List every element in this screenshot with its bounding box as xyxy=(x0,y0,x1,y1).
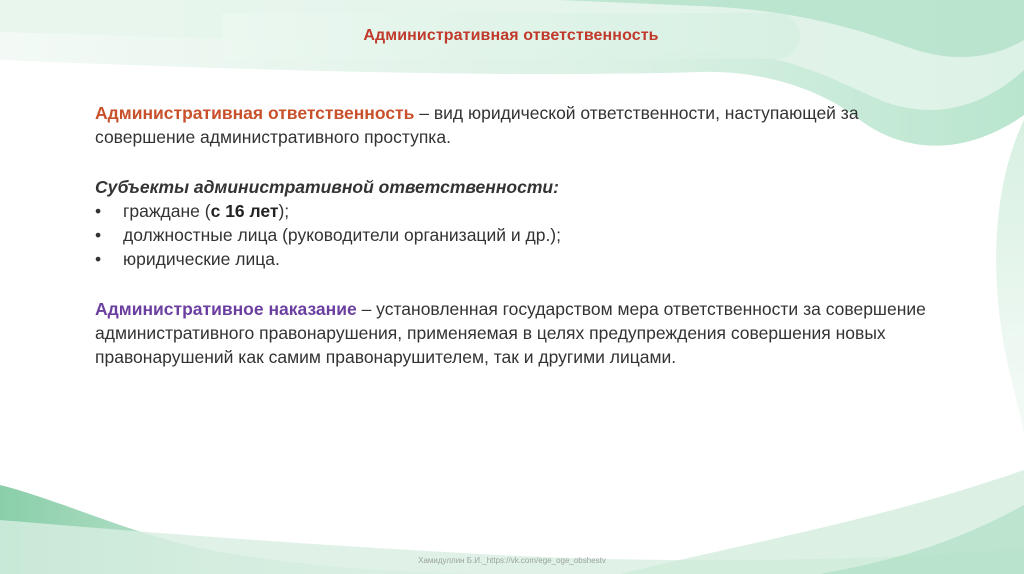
bullet: • xyxy=(95,225,102,245)
list-item xyxy=(95,223,955,247)
punishment-term: Административное наказание xyxy=(95,299,357,319)
punishment-paragraph xyxy=(95,297,955,369)
subjects-list xyxy=(95,199,955,271)
subjects-heading: Субъекты административной ответственности: xyxy=(95,177,559,197)
definition-text: – вид юридической ответственности, наступающей за совершение административного проступка. xyxy=(95,103,859,147)
list-item xyxy=(95,199,955,223)
list-item-text: должностные лица (руководители организаций и др.); xyxy=(123,225,561,245)
list-item-text: юридические лица. xyxy=(123,249,280,269)
bullet: • xyxy=(95,201,102,221)
list-item xyxy=(95,247,955,271)
slide-title: Административная ответственность xyxy=(363,27,659,44)
definition-paragraph xyxy=(95,101,955,149)
age-highlight: с 16 лет xyxy=(210,201,279,221)
punishment-text: – установленная государством мера ответственности за совершение административного правонарушения, применяемая в целях предупреждения совершения новых правонарушений как самим правонарушителем, так и другими лицами. xyxy=(95,299,926,367)
bullet: • xyxy=(95,249,102,269)
definition-term: Административная ответственность xyxy=(95,103,415,123)
list-item-text: ); xyxy=(278,201,290,221)
footer-credit: Хамидуллин Б.И._https://vk.com/ege_oge_obshestv xyxy=(418,556,606,565)
list-item-text: граждане ( xyxy=(123,201,211,221)
slide-content xyxy=(95,101,955,395)
